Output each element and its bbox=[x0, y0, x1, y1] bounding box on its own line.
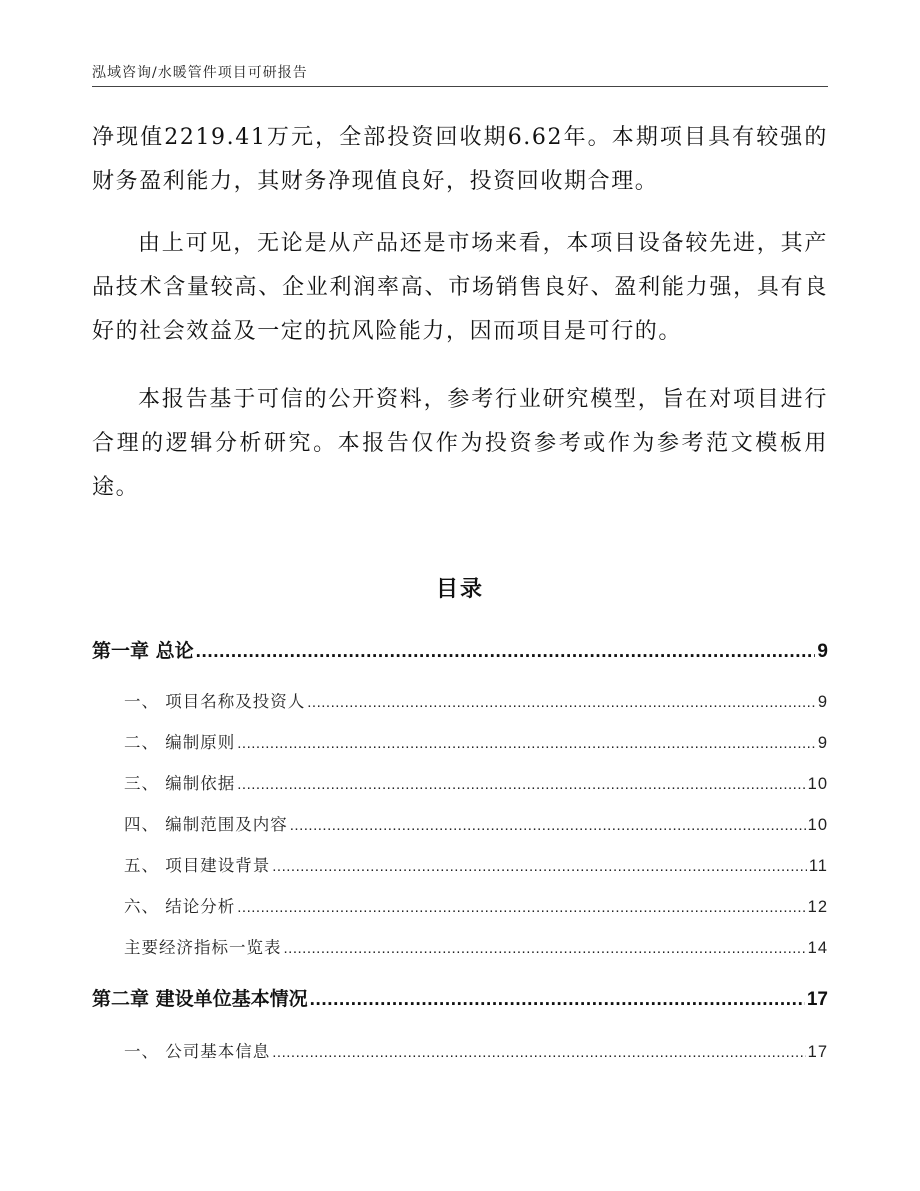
toc-leader-dots bbox=[284, 940, 806, 957]
toc-entry-label: 五、 项目建设背景 bbox=[124, 856, 271, 875]
toc-entry-label: 主要经济指标一览表 bbox=[124, 938, 282, 957]
toc-title: 目录 bbox=[435, 576, 484, 602]
toc-entry-page: 9 bbox=[817, 734, 828, 752]
toc-section[interactable] bbox=[124, 934, 828, 958]
toc-chapter-2[interactable] bbox=[92, 984, 828, 1011]
page-header: 泓域咨询/水暖管件项目可研报告 bbox=[92, 65, 308, 81]
toc-section[interactable] bbox=[124, 893, 828, 917]
toc-entry-label: 第一章 总论 bbox=[92, 640, 194, 662]
toc-entry-page: 9 bbox=[817, 641, 828, 662]
paragraph-text: 本报告基于可信的公开资料，参考行业研究模型，旨在对项目进行合理的逻辑分析研究。本报告仅作为投资参考或作为参考范文模板用途。 bbox=[92, 387, 828, 500]
toc-leader-dots bbox=[237, 899, 805, 916]
toc-entry-label: 二、 编制原则 bbox=[124, 733, 236, 752]
toc-leader-dots bbox=[237, 776, 805, 793]
toc-entry-label: 第二章 建设单位基本情况 bbox=[92, 988, 308, 1010]
toc-entry-page: 9 bbox=[817, 693, 828, 711]
toc-entry-page: 14 bbox=[807, 939, 828, 957]
body-paragraph-3 bbox=[92, 378, 828, 510]
toc-section[interactable] bbox=[124, 770, 828, 794]
paragraph-text: 净现值2219.41万元，全部投资回收期6.62年。本期项目具有较强的财务盈利能力，其财务净现值良好，投资回收期合理。 bbox=[92, 125, 828, 194]
toc-section[interactable] bbox=[124, 688, 828, 712]
toc-entry-label: 一、 公司基本信息 bbox=[124, 1042, 271, 1061]
toc-entry-page: 10 bbox=[807, 816, 828, 834]
toc-entry-label: 四、 编制范围及内容 bbox=[124, 815, 288, 834]
toc-leader-dots bbox=[196, 641, 816, 663]
toc-entry-page: 17 bbox=[806, 989, 828, 1010]
toc-leader-dots bbox=[237, 735, 816, 752]
toc-leader-dots bbox=[310, 989, 805, 1011]
toc-leader-dots bbox=[272, 858, 807, 875]
toc-entry-label: 六、 结论分析 bbox=[124, 897, 236, 916]
toc-section[interactable] bbox=[124, 1038, 828, 1062]
toc-leader-dots bbox=[272, 1044, 805, 1061]
toc-entry-page: 10 bbox=[807, 775, 828, 793]
toc-section[interactable] bbox=[124, 852, 828, 876]
toc-entry-label: 一、 项目名称及投资人 bbox=[124, 692, 306, 711]
toc-entry-page: 12 bbox=[807, 898, 828, 916]
toc-entry-page: 11 bbox=[808, 857, 828, 875]
toc-leader-dots bbox=[290, 817, 806, 834]
toc-entry-page: 17 bbox=[807, 1043, 828, 1061]
toc-section[interactable] bbox=[124, 811, 828, 835]
toc-chapter-1[interactable] bbox=[92, 636, 828, 663]
toc-leader-dots bbox=[307, 694, 816, 711]
toc-entry-label: 三、 编制依据 bbox=[124, 774, 236, 793]
body-paragraph-2 bbox=[92, 222, 828, 354]
paragraph-text: 由上可见，无论是从产品还是市场来看，本项目设备较先进，其产品技术含量较高、企业利润率高、市场销售良好、盈利能力强，具有良好的社会效益及一定的抗风险能力，因而项目是可行的。 bbox=[92, 231, 828, 344]
toc-section[interactable] bbox=[124, 729, 828, 753]
header-divider bbox=[92, 86, 828, 87]
body-paragraph-1 bbox=[92, 116, 828, 204]
